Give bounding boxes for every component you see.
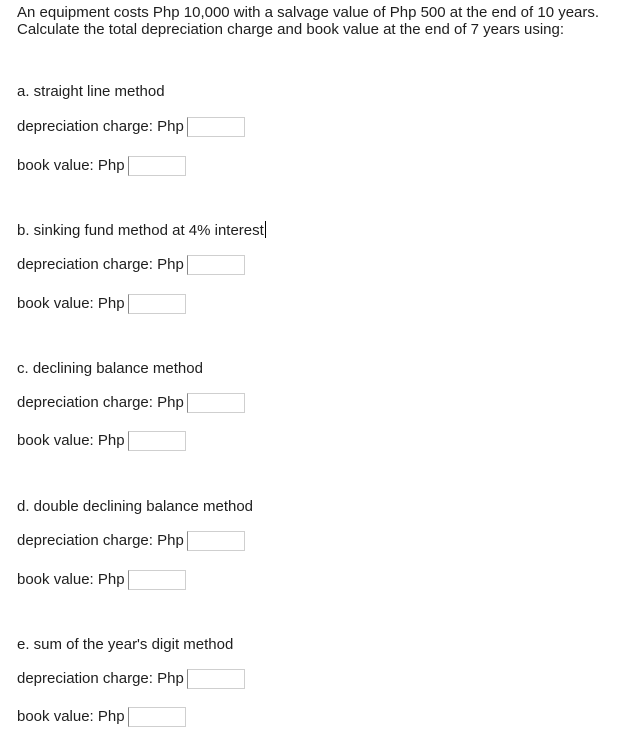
book-label: book value: Php xyxy=(17,295,125,312)
part-d-book-row xyxy=(17,566,186,590)
part-b-book-input[interactable] xyxy=(128,294,186,314)
part-c-title: c. declining balance method xyxy=(17,360,203,377)
part-d-depreciation-input[interactable] xyxy=(187,531,245,551)
part-a-title: a. straight line method xyxy=(17,83,165,100)
part-d-book-input[interactable] xyxy=(128,570,186,590)
book-label: book value: Php xyxy=(17,571,125,588)
part-a-depreciation-input[interactable] xyxy=(187,117,245,137)
part-c-depreciation-input[interactable] xyxy=(187,393,245,413)
part-e-title: e. sum of the year's digit method xyxy=(17,636,234,653)
question-line-2: Calculate the total depreciation charge and book value at the end of 7 years using: xyxy=(17,21,565,38)
depreciation-label: depreciation charge: Php xyxy=(17,394,184,411)
part-c-depreciation-row xyxy=(17,389,245,413)
depreciation-label: depreciation charge: Php xyxy=(17,532,184,549)
question-text xyxy=(17,4,627,38)
book-label: book value: Php xyxy=(17,157,125,174)
part-a-depreciation-row xyxy=(17,113,245,137)
part-b-book-row xyxy=(17,290,186,314)
question-line-1: An equipment costs Php 10,000 with a salvage value of Php 500 at the end of 10 years. xyxy=(17,4,600,21)
part-e-depreciation-input[interactable] xyxy=(187,669,245,689)
depreciation-label: depreciation charge: Php xyxy=(17,118,184,135)
text-cursor xyxy=(265,221,266,238)
part-b-depreciation-input[interactable] xyxy=(187,255,245,275)
part-a-book-row xyxy=(17,152,186,176)
part-c-book-row xyxy=(17,427,186,451)
part-b-title: b. sinking fund method at 4% interest xyxy=(17,222,264,239)
part-b-depreciation-row xyxy=(17,251,245,275)
part-e-book-input[interactable] xyxy=(128,707,186,727)
part-c-book-input[interactable] xyxy=(128,431,186,451)
part-d-depreciation-row xyxy=(17,527,245,551)
book-label: book value: Php xyxy=(17,708,125,725)
book-label: book value: Php xyxy=(17,432,125,449)
depreciation-label: depreciation charge: Php xyxy=(17,256,184,273)
depreciation-label: depreciation charge: Php xyxy=(17,670,184,687)
part-a-book-input[interactable] xyxy=(128,156,186,176)
part-b-title-wrap xyxy=(17,221,266,240)
part-e-depreciation-row xyxy=(17,665,245,689)
part-d-title: d. double declining balance method xyxy=(17,498,254,515)
part-e-book-row xyxy=(17,703,186,727)
